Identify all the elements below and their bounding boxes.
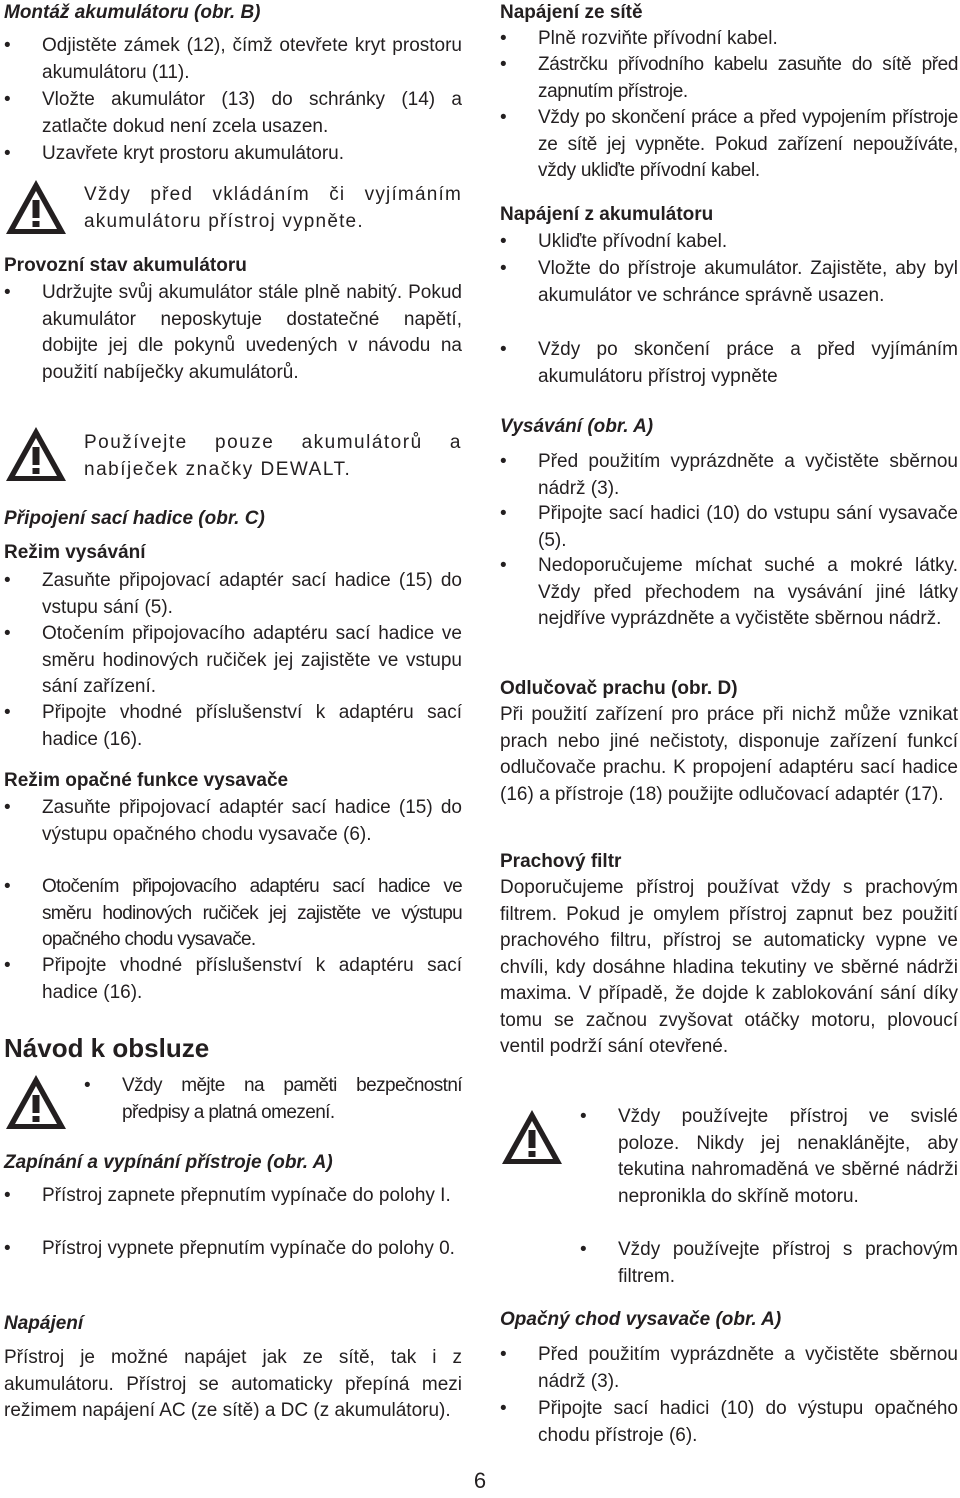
warning-text: Používejte pouze akumulátorů a nabíječek značky DEWALT.	[84, 432, 462, 480]
opacny-heading: Opačný chod vysavače (obr. A)	[500, 1309, 782, 1330]
list-item: • Ukliďte přívodní kabel.	[500, 231, 728, 252]
filtr-paragraph: Doporučujeme přístroj používat vždy s prachovým filtrem. Pokud je omylem přístroj zapnut bez použití prachového filtru, přístroj se automaticky vypne ve chvíli, kdy dosáhne hladina tekutiny ve sběrné nádrži maxima. V případě, že dojde k zablokování sání díky tomu se začnou zvyšovat otáčky motoru, plovoucí ventil podrží sání otevřené.	[500, 877, 958, 1057]
vysavani-heading: Vysávání (obr. A)	[500, 416, 654, 437]
odlucovac-paragraph: Při použití zařízení pro práce při nichž může vznikat prach nebo jiné nečistoty, disponuje zařízení funkcí odlučovače prachu. K propojení adaptéru sací hadice (16) a přístroje (18) použijte odlučovací adaptér (17).	[500, 704, 958, 805]
warning-text: Vždy před vkládáním či vyjímáním akumulátoru přístroj vypněte.	[84, 184, 462, 232]
list-item: • Zasuňte připojovací adaptér sací hadice (15) do vstupu sání (5).	[4, 570, 462, 618]
list-item: • Před použitím vyprázdněte a vyčistěte sběrnou nádrž (3).	[500, 451, 958, 499]
montaz-heading: Montáž akumulátoru (obr. B)	[4, 2, 261, 23]
pripojeni-heading: Připojení sací hadice (obr. C)	[4, 508, 265, 529]
warning-icon	[4, 178, 68, 236]
list-item: • Vždy po skončení práce a před vyjímáním akumulátoru přístroj vypněte	[500, 339, 958, 387]
warning-icon	[4, 1073, 68, 1131]
list-item: • Připojte vhodné příslušenství k adaptéru sací hadice (16).	[4, 955, 462, 1003]
list-item: • Vždy po skončení práce a před vypojením přístroje ze sítě jej vypněte. Pokud zařízení nepoužíváte, vždy ukliďte přívodní kabel.	[500, 107, 958, 181]
list-item: • Uzavřete kryt prostoru akumulátoru.	[4, 143, 345, 164]
napajeni-heading: Napájení	[4, 1313, 84, 1334]
list-item: • Připojte sací hadici (10) do vstupu sání vysavače (5).	[500, 503, 958, 551]
odlucovac-heading: Odlučovač prachu (obr. D)	[500, 678, 738, 699]
list-item: • Připojte sací hadici (10) do výstupu opačného chodu přístroje (6).	[500, 1398, 958, 1446]
page-number: 6	[473, 1468, 487, 1493]
warning-icon	[500, 1108, 564, 1166]
list-item: • Přístroj zapnete přepnutím vypínače do polohy I.	[4, 1185, 451, 1206]
list-item: • Otočením připojovacího adaptéru sací hadice ve směru hodinových ručiček jej zajistěte ve vstupu sání zařízení.	[4, 623, 462, 697]
list-item: • Zástrčku přívodního kabelu zasuňte do sítě před zapnutím přístroje.	[500, 54, 958, 102]
opacne-heading: Režim opačné funkce vysavače	[4, 770, 289, 791]
list-item: • Zasuňte připojovací adaptér sací hadice (15) do výstupu opačného chodu vysavače (6).	[4, 797, 462, 845]
zapinani-heading: Zapínání a vypínání přístroje (obr. A)	[4, 1152, 333, 1173]
warning-list-item: • Vždy používejte přístroj s prachovým filtrem.	[580, 1239, 958, 1287]
warning-icon	[4, 425, 68, 483]
list-item: • Nedoporučujeme míchat suché a mokré látky. Vždy před přechodem na vysávání jiné látky nejdříve vyprázdněte a vyčistěte sběrnou nádrž.	[500, 555, 958, 629]
list-item: • Před použitím vyprázdněte a vyčistěte sběrnou nádrž (3).	[500, 1344, 958, 1392]
akum-heading: Napájení z akumulátoru	[500, 204, 714, 225]
list-item: • Vložte do přístroje akumulátor. Zajistěte, aby byl akumulátor ve schránce správně usazen.	[500, 258, 958, 306]
list-item: • Odjistěte zámek (12), čímž otevřete kryt prostoru akumulátoru (11).	[4, 35, 462, 83]
provoz-heading: Provozní stav akumulátoru	[4, 255, 247, 276]
list-item: • Vložte akumulátor (13) do schránky (14) a zatlačte dokud není zcela usazen.	[4, 89, 462, 137]
list-item: • Plně rozviňte přívodní kabel.	[500, 28, 778, 49]
list-item: • Připojte vhodné příslušenství k adaptéru sací hadice (16).	[4, 702, 462, 750]
list-item: • Otočením připojovacího adaptéru sací hadice ve směru hodinových ručiček jej zajistěte ve výstupu opačného chodu vysavače.	[4, 876, 462, 950]
sit-heading: Napájení ze sítě	[500, 2, 643, 23]
navod-heading: Návod k obsluze	[4, 1033, 210, 1063]
warning-list-item: • Vždy používejte přístroj ve svislé poloze. Nikdy jej nenaklánějte, aby tekutina nahromaděná ve sběrné nádrži nepronikla do skříně motoru.	[580, 1106, 958, 1207]
list-item: • Udržujte svůj akumulátor stále plně nabitý. Pokud akumulátor neposkytuje dostatečné napětí, dobijte jej dle pokynů uvedených v návodu na použití nabíječky akumulátorů.	[4, 282, 462, 383]
napajeni-paragraph: Přístroj je možné napájet jak ze sítě, tak i z akumulátoru. Přístroj se automaticky přepíná mezi režimem napájení AC (ze sítě) a DC (z akumulátoru).	[4, 1347, 462, 1421]
filtr-heading: Prachový filtr	[500, 851, 622, 872]
rezim-heading: Režim vysávání	[4, 542, 146, 563]
warning-list-item: • Vždy mějte na paměti bezpečnostní předpisy a platná omezení.	[84, 1075, 462, 1123]
list-item: • Přístroj vypnete přepnutím vypínače do polohy 0.	[4, 1238, 455, 1259]
